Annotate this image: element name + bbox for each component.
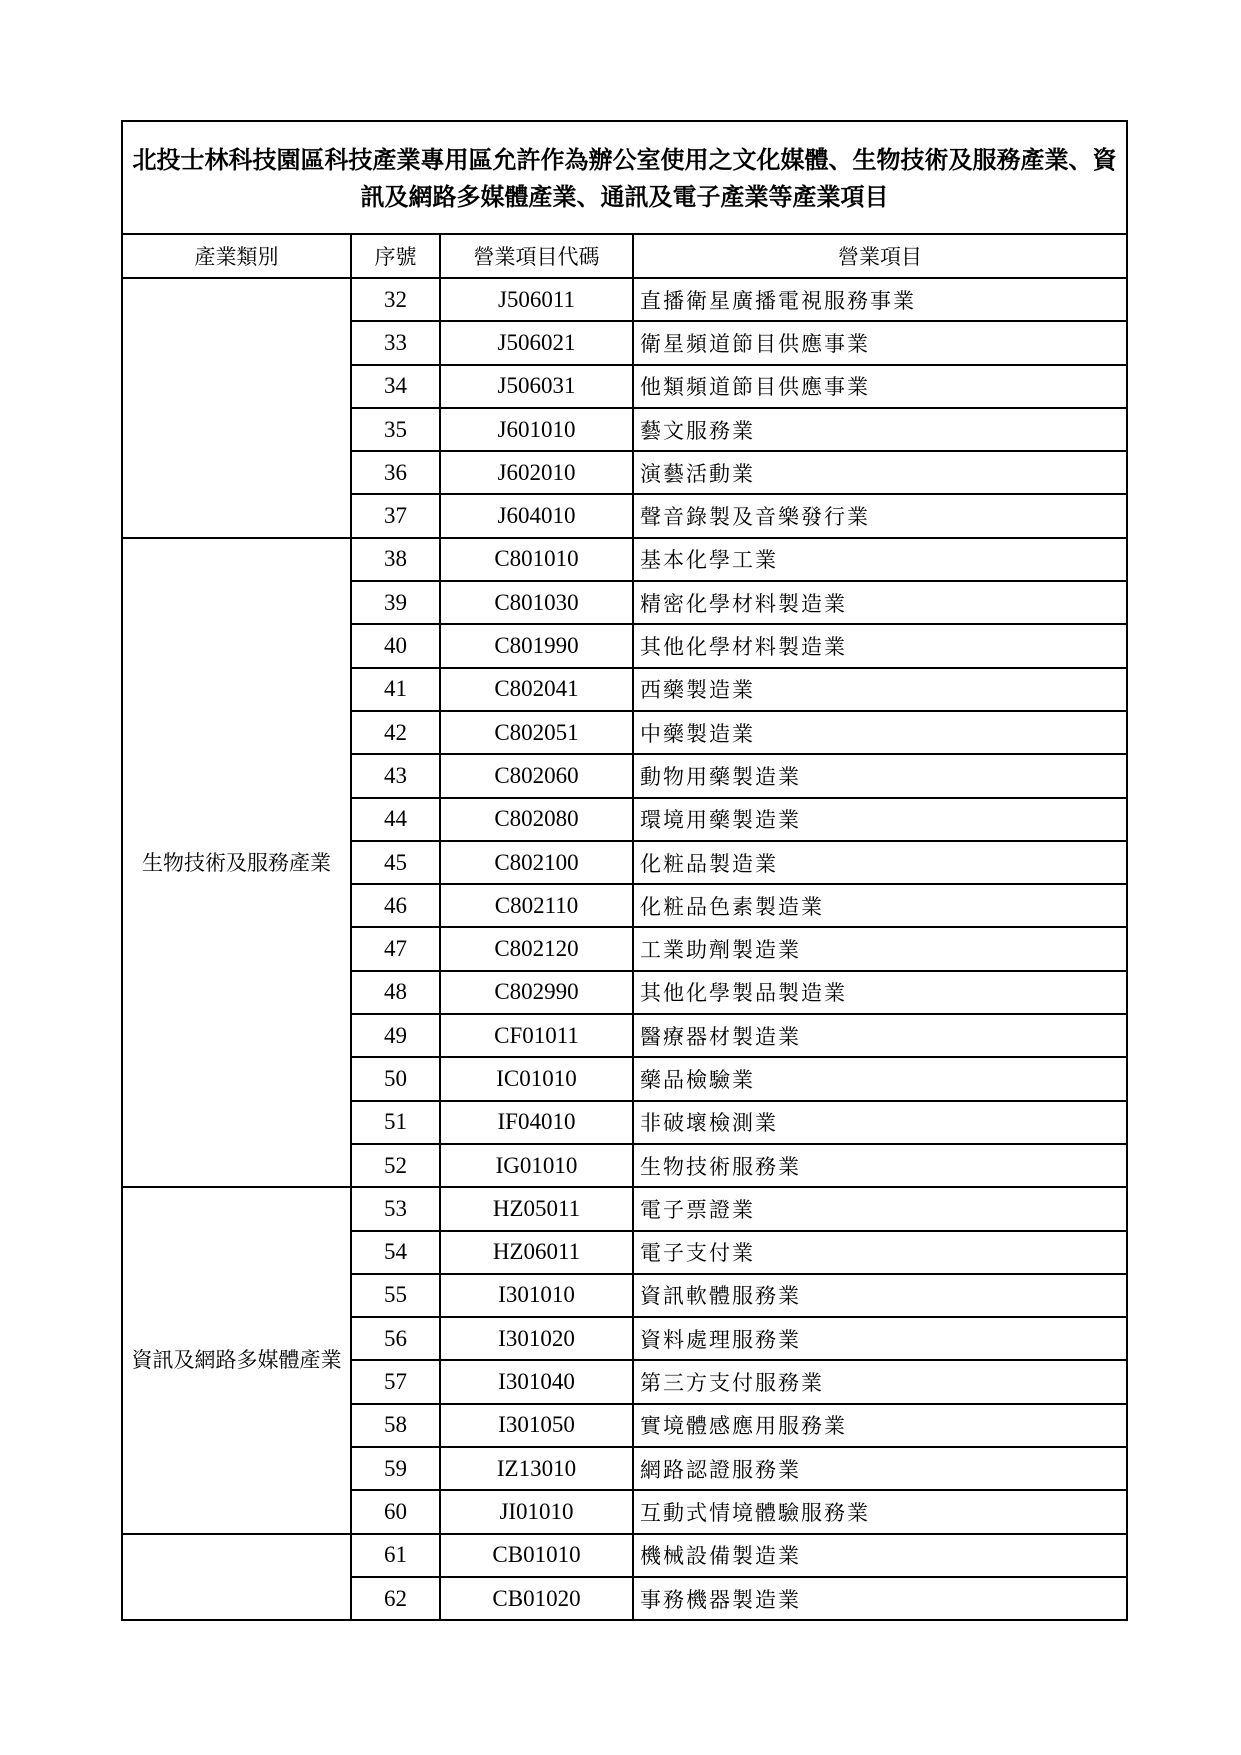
item-cell: 動物用藥製造業: [633, 754, 1127, 797]
item-cell: 事務機器製造業: [633, 1577, 1127, 1620]
number-cell: 46: [351, 884, 440, 927]
code-cell: IC01010: [440, 1057, 633, 1100]
item-cell: 工業助劑製造業: [633, 927, 1127, 970]
number-cell: 40: [351, 624, 440, 667]
number-cell: 42: [351, 711, 440, 754]
industry-items-table: [121, 120, 1128, 1621]
category-cell: 生物技術及服務產業: [122, 538, 351, 1187]
code-cell: C802100: [440, 841, 633, 884]
item-cell: 聲音錄製及音樂發行業: [633, 494, 1127, 537]
number-cell: 50: [351, 1057, 440, 1100]
table-row: [122, 278, 1127, 321]
number-cell: 38: [351, 538, 440, 581]
number-cell: 60: [351, 1490, 440, 1533]
code-cell: C802990: [440, 971, 633, 1014]
number-cell: 41: [351, 668, 440, 711]
category-cell: [122, 1534, 351, 1621]
item-cell: 生物技術服務業: [633, 1144, 1127, 1187]
item-cell: 衛星頻道節目供應事業: [633, 321, 1127, 364]
code-cell: J601010: [440, 408, 633, 451]
code-cell: JI01010: [440, 1490, 633, 1533]
table-row: [122, 1187, 1127, 1230]
item-cell: 互動式情境體驗服務業: [633, 1490, 1127, 1533]
number-cell: 44: [351, 798, 440, 841]
code-cell: J506011: [440, 278, 633, 321]
item-cell: 電子票證業: [633, 1187, 1127, 1230]
category-cell: 資訊及網路多媒體產業: [122, 1187, 351, 1533]
code-cell: CB01010: [440, 1534, 633, 1577]
code-cell: C802110: [440, 884, 633, 927]
code-cell: C802060: [440, 754, 633, 797]
code-cell: C802120: [440, 927, 633, 970]
number-cell: 53: [351, 1187, 440, 1230]
code-cell: I301050: [440, 1404, 633, 1447]
number-cell: 48: [351, 971, 440, 1014]
code-cell: J604010: [440, 494, 633, 537]
item-cell: 他類頻道節目供應事業: [633, 365, 1127, 408]
number-cell: 49: [351, 1014, 440, 1057]
item-cell: 醫療器材製造業: [633, 1014, 1127, 1057]
code-cell: HZ06011: [440, 1231, 633, 1274]
number-cell: 54: [351, 1231, 440, 1274]
code-cell: I301020: [440, 1317, 633, 1360]
header-category: 產業類別: [122, 234, 351, 278]
item-cell: 其他化學製品製造業: [633, 971, 1127, 1014]
item-cell: 化粧品色素製造業: [633, 884, 1127, 927]
code-cell: CF01011: [440, 1014, 633, 1057]
code-cell: CB01020: [440, 1577, 633, 1620]
number-cell: 58: [351, 1404, 440, 1447]
code-cell: C801990: [440, 624, 633, 667]
table-title: 北投士林科技園區科技產業專用區允許作為辦公室使用之文化媒體、生物技術及服務產業、資訊及網路多媒體產業、通訊及電子產業等產業項目: [122, 121, 1127, 234]
number-cell: 45: [351, 841, 440, 884]
item-cell: 直播衛星廣播電視服務事業: [633, 278, 1127, 321]
number-cell: 62: [351, 1577, 440, 1620]
number-cell: 34: [351, 365, 440, 408]
item-cell: 藝文服務業: [633, 408, 1127, 451]
code-cell: HZ05011: [440, 1187, 633, 1230]
item-cell: 西藥製造業: [633, 668, 1127, 711]
item-cell: 精密化學材料製造業: [633, 581, 1127, 624]
header-code: 營業項目代碼: [440, 234, 633, 278]
number-cell: 57: [351, 1360, 440, 1403]
item-cell: 網路認證服務業: [633, 1447, 1127, 1490]
table-row: [122, 1534, 1127, 1577]
code-cell: J506021: [440, 321, 633, 364]
number-cell: 56: [351, 1317, 440, 1360]
header-number: 序號: [351, 234, 440, 278]
code-cell: C802080: [440, 798, 633, 841]
number-cell: 32: [351, 278, 440, 321]
item-cell: 實境體感應用服務業: [633, 1404, 1127, 1447]
code-cell: IG01010: [440, 1144, 633, 1187]
code-cell: C802051: [440, 711, 633, 754]
number-cell: 33: [351, 321, 440, 364]
code-cell: C801010: [440, 538, 633, 581]
number-cell: 47: [351, 927, 440, 970]
item-cell: 中藥製造業: [633, 711, 1127, 754]
number-cell: 37: [351, 494, 440, 537]
code-cell: I301010: [440, 1274, 633, 1317]
code-cell: IF04010: [440, 1101, 633, 1144]
item-cell: 基本化學工業: [633, 538, 1127, 581]
item-cell: 機械設備製造業: [633, 1534, 1127, 1577]
item-cell: 非破壞檢測業: [633, 1101, 1127, 1144]
number-cell: 39: [351, 581, 440, 624]
item-cell: 資訊軟體服務業: [633, 1274, 1127, 1317]
number-cell: 55: [351, 1274, 440, 1317]
code-cell: J506031: [440, 365, 633, 408]
item-cell: 第三方支付服務業: [633, 1360, 1127, 1403]
number-cell: 43: [351, 754, 440, 797]
number-cell: 36: [351, 451, 440, 494]
code-cell: IZ13010: [440, 1447, 633, 1490]
code-cell: J602010: [440, 451, 633, 494]
item-cell: 化粧品製造業: [633, 841, 1127, 884]
code-cell: C801030: [440, 581, 633, 624]
table-body: [122, 278, 1127, 1620]
item-cell: 藥品檢驗業: [633, 1057, 1127, 1100]
header-item: 營業項目: [633, 234, 1127, 278]
number-cell: 59: [351, 1447, 440, 1490]
item-cell: 資料處理服務業: [633, 1317, 1127, 1360]
item-cell: 環境用藥製造業: [633, 798, 1127, 841]
number-cell: 61: [351, 1534, 440, 1577]
table-row: [122, 538, 1127, 581]
item-cell: 演藝活動業: [633, 451, 1127, 494]
number-cell: 52: [351, 1144, 440, 1187]
code-cell: I301040: [440, 1360, 633, 1403]
number-cell: 51: [351, 1101, 440, 1144]
item-cell: 電子支付業: [633, 1231, 1127, 1274]
number-cell: 35: [351, 408, 440, 451]
code-cell: C802041: [440, 668, 633, 711]
category-cell: [122, 278, 351, 538]
item-cell: 其他化學材料製造業: [633, 624, 1127, 667]
